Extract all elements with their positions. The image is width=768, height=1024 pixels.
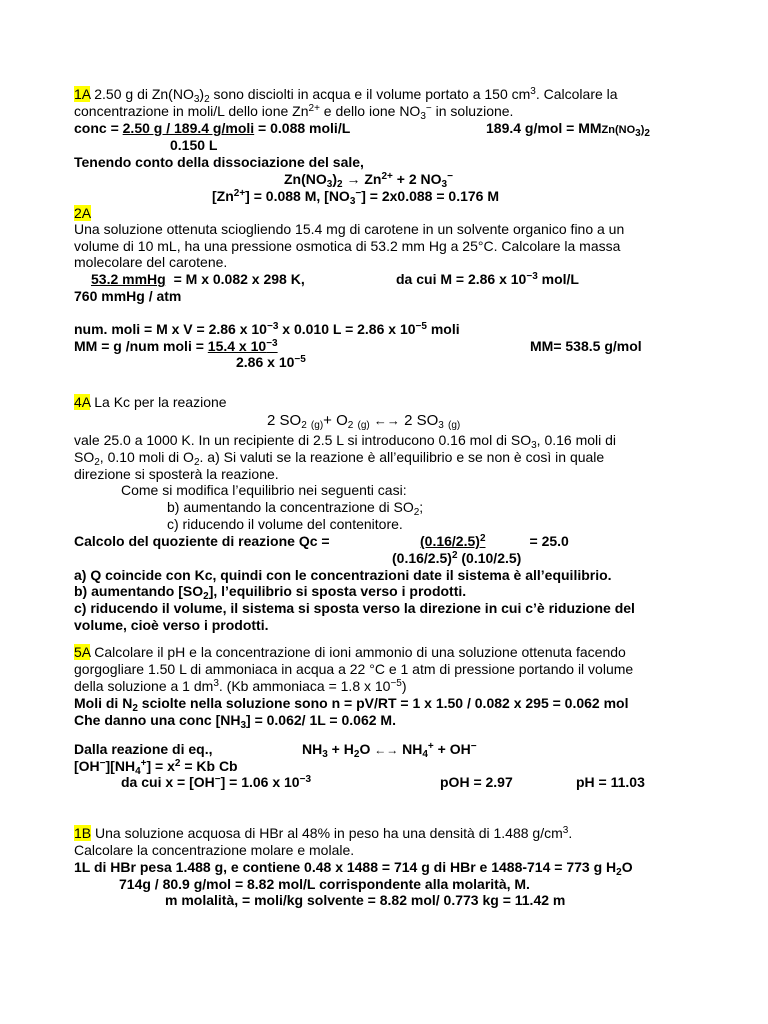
text: 2 SO [404,412,439,429]
text: x 0.010 L = 2.86 x 10 [278,321,416,337]
problem-4a-answer-a: a) Q coincide con Kc, quindi con le concentrazioni date il sistema è all’equilibrio. [74,567,612,583]
text: b) aumentando [SO [74,583,204,599]
problem-2a-formula1 [74,271,305,287]
sub: 2 [301,420,307,431]
sup: 3 [562,825,569,836]
text: ; [419,499,424,515]
problem-1a-equation [284,171,453,190]
sub: 2 [94,457,100,468]
sub: (g) [448,420,461,431]
sup: −5 [390,678,402,689]
text: → Zn [342,171,382,187]
problem-label: 4A [74,394,91,410]
text: della soluzione a 1 dm [74,678,214,694]
problem-1b-solution2: 714g / 80.9 g/mol = 8.82 mol/L corrispondente alla molarità, M. [119,876,530,892]
fraction-numerator: 53.2 mmHg [91,271,166,287]
equilibrium-arrow: ←→ [373,413,400,428]
sub: 3 [322,749,328,760]
text: (0.16/2.5) [392,550,452,566]
text: da cui M = 2.86 x 10 [396,271,527,287]
problem-4a-line4: direzione si sposterà la reazione. [74,466,279,482]
text: ] = 0.062/ 1L = 0.062 M. [246,712,396,728]
problem-4a-answer-b [74,583,467,602]
text: Calcolare il pH e la concentrazione di ioni ammonio di una soluzione ottenuta facendo [90,644,626,660]
text: MM = g /num moli = [74,338,208,354]
text: + 2 NO [392,171,442,187]
problem-4a-qc-numerator [370,533,569,549]
sup: 2 [479,533,486,544]
text: sono disciolti in acqua e il volume portato a 150 cm [209,86,531,102]
problem-2a-mm [74,338,278,354]
text: NH [402,741,423,757]
problem-1a-result [212,188,499,207]
text: in soluzione. [431,103,514,119]
sup: − [99,758,106,769]
text: da cui x = [OH [121,774,215,790]
sup: −3 [526,271,538,282]
sup: − [214,774,221,785]
text: O [621,859,633,875]
problem-5a-x [121,774,311,790]
sub: 2 [413,507,420,518]
problem-label: 1A [74,86,91,102]
problem-label: 2A [74,205,92,221]
problem-5a-moles [74,695,629,714]
text: e dello ione NO [319,103,421,119]
text: ] = 2x0.088 = 0.176 M [361,188,499,204]
text: b) aumentando la concentrazione di SO [167,499,414,515]
text: Che danno una conc [NH [74,712,241,728]
problem-1a-mm [486,120,650,138]
sup: −3 [266,321,279,332]
text: 189.4 g/mol = MM [486,120,602,136]
problem-1a-denominator: 0.150 L [170,137,218,153]
text: + OH [433,741,471,757]
sup: − [447,171,453,182]
problem-4a-answer-c1: c) riducendo il volume, il sistema si sposta verso la direzione in cui c’è riduzione del [74,600,635,616]
fraction-numerator [208,338,278,354]
problem-4a-case-b [167,499,424,518]
problem-2a-moles [74,321,460,337]
sup: − [425,103,432,114]
problem-5a-conc [74,712,396,731]
sub: 2 [193,457,200,468]
text: 15.4 x 10 [207,338,267,354]
text: , 0.10 moli di O [99,449,194,465]
text: ] = 0.088 M, [NO [245,188,350,204]
sub: 4 [135,766,141,777]
sub: (g) [310,420,324,431]
sup: 2+ [381,171,393,182]
sub: 2 [337,179,343,190]
sup: 2 [451,550,458,561]
sup: − [470,741,477,752]
sub: 3 [420,111,426,122]
sub: 2 [644,128,650,139]
sup: + [427,741,434,752]
sup: −5 [415,321,427,332]
sup: −3 [299,774,312,785]
text: sciolte nella soluzione sono n = pV/RT = 1 x 1.50 / 0.082 x 295 = 0.062 mol [137,695,629,711]
text: mol/L [537,271,579,287]
sup: 3 [530,86,536,97]
equilibrium-arrow: ←→ [374,743,399,757]
text: . a) Si valuti se la reazione è all’equilibrio e se non è così in quale [199,449,605,465]
problem-2a-line3: molecolare del carotene. [74,254,228,270]
problem-1a-line1 [74,86,618,105]
problem-5a-line2: gorgogliare 1.50 L di ammoniaca in acqua a 22 °C e 1 atm di pressione portando il volume [74,661,634,677]
sub: 3 [441,179,448,190]
text: 2 SO [267,412,302,429]
text: ][NH [105,758,136,774]
problem-2a-label-line [74,205,91,221]
problem-2a-mm-result: MM= 538.5 g/mol [530,338,642,354]
text: ) [640,124,645,136]
text: [OH [74,758,100,774]
text: moli [426,321,460,337]
text: . (Kb ammoniaca = 1.8 x 10 [218,678,391,694]
text: ], l’equilibrio si sposta verso i prodotti. [208,583,467,599]
text: concentrazione in moli/L dello ione Zn [74,103,309,119]
text: Una soluzione acquosa di HBr al 48% in peso ha una densità di 1.488 g/cm [91,825,563,841]
problem-5a-poh: pOH = 2.97 [440,774,513,790]
text: ) [199,86,205,102]
text: ) [401,678,407,694]
sup: − [355,188,362,199]
problem-2a-mm-denominator [236,354,306,370]
text: 1L di HBr pesa 1.488 g, e contiene 0.48 x 1488 = 714 g di HBr e 1488-714 = 773 g H [74,859,617,875]
problem-5a-line3 [74,678,407,694]
text: (0.16/2.5) [420,533,480,549]
sub: 2 [203,591,209,602]
problem-1b-line1 [74,825,572,841]
text: NH [302,741,323,757]
text: 2.86 x 10 [236,354,295,370]
sub: 3 [349,196,356,207]
text: + H [327,741,354,757]
sub: 3 [240,720,247,731]
text: Moli di N [74,695,133,711]
problem-4a-line5: Come si modifica l’equilibrio nei seguenti casi: [121,482,407,498]
problem-4a-case-c: c) riducendo il volume del contenitore. [167,516,403,532]
fraction-numerator [370,533,530,549]
problem-1a-conc [74,120,350,136]
sup: + [140,758,147,769]
problem-2a-line1: Una soluzione ottenuta sciogliendo 15.4 mg di carotene in un solvente organico fino a un [74,221,625,237]
text: 2.50 g di Zn(NO [90,86,194,102]
problem-4a-reaction [267,413,460,429]
problem-4a-qc-denominator [392,550,521,566]
sub: 2 [353,749,360,760]
text: , 0.16 moli di [536,432,617,448]
sup: 2 [174,758,181,769]
problem-4a-line2 [74,432,617,451]
text: = 25.0 [529,533,569,549]
problem-2a-molarity [396,271,579,287]
problem-5a-ph: pH = 11.03 [576,774,645,790]
sup: 2+ [233,188,246,199]
sub: 3 [438,420,444,431]
text: (0.10/2.5) [457,550,522,566]
sub: 4 [422,749,428,760]
sup: −5 [294,354,306,365]
sub: (g) [357,420,370,431]
text: La Kc per la reazione [90,394,227,410]
text: ] = 1.06 x 10 [220,774,300,790]
problem-1a-dissociation: Tenendo conto della dissociazione del sale, [74,154,364,170]
text: . Calcolare la [535,86,618,102]
text: = 0.088 moli/L [254,120,351,136]
problem-4a-line3 [74,449,605,468]
text: [Zn [212,188,234,204]
problem-5a-reaction-label: Dalla reazione di eq., [74,741,213,757]
text: + O [323,412,348,429]
problem-label: 5A [74,644,91,660]
sub: 2 [132,703,138,714]
problem-2a-line2: volume di 10 mL, ha una pressione osmotica di 53.2 mm Hg a 25°C. Calcolare la massa [74,238,621,254]
problem-5a-line1 [74,644,626,660]
sub: 3 [635,128,641,139]
problem-5a-kb [74,758,238,777]
sub: 3 [193,94,200,105]
text: num. moli = M x V = 2.86 x 10 [74,321,267,337]
problem-4a-qc-label: Calcolo del quoziente di reazione Qc = [74,533,330,549]
text: Zn(NO [601,124,636,136]
sup: 2+ [308,103,320,114]
text: conc = [74,120,123,136]
text: = Kb Cb [180,758,238,774]
text: vale 25.0 a 1000 K. In un recipiente di 2.5 L si introducono 0.16 mol di SO [74,432,532,448]
problem-4a-answer-c2: volume, cioè verso i prodotti. [74,617,269,633]
sup: −3 [266,338,278,349]
text: ) [332,171,337,187]
fraction-numerator: 2.50 g / 189.4 g/moli [122,120,255,136]
text: = M x 0.082 x 298 K, [169,271,305,287]
problem-4a-line1 [74,394,227,410]
sub: 2 [347,420,354,431]
sub: 3 [531,440,537,451]
problem-label: 1B [74,825,92,841]
problem-1a-line2 [74,103,514,122]
text: SO [74,449,95,465]
problem-1b-solution1 [74,859,633,878]
sub: 3 [326,179,333,190]
text: . [568,825,573,841]
problem-1b-line2: Calcolare la concentrazione molare e molale. [74,842,355,858]
sub: 2 [616,867,622,878]
problem-1b-solution3: m molalità, = moli/kg solvente = 8.82 mol/ 0.773 kg = 11.42 m [165,892,566,908]
text: O [359,741,371,757]
problem-5a-reaction [302,741,477,758]
text: Zn(NO [284,171,327,187]
sub: 2 [204,94,210,105]
problem-2a-formula-denominator: 760 mmHg / atm [74,288,182,304]
text: ] = x [146,758,175,774]
sup: 3 [213,678,219,689]
